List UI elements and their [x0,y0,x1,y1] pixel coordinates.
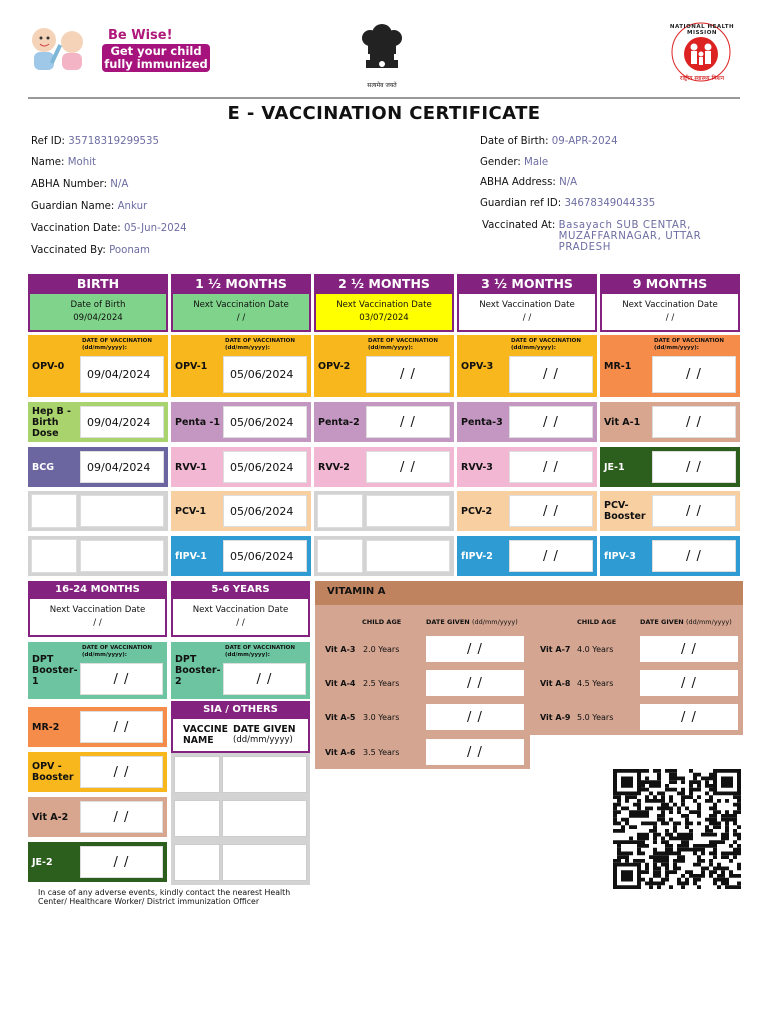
sia-date-format: (dd/mm/yyyy) [233,735,293,745]
next-vaccination-box [314,294,454,332]
vaccinated-by-row [31,245,150,256]
sia-date-field-2[interactable] [222,800,307,837]
vaccine-row-hep-b-birth-dose [28,402,168,442]
nhm-tagline: राष्ट्रीय स्वास्थ्य मिशन [679,75,725,82]
vaccine-name: Penta-3 [461,416,503,428]
vaccine-name: fIPV-2 [461,550,493,562]
guardian-label: Guardian Name: [31,201,115,212]
column-birth [28,274,168,332]
vaccination-date-label: Vaccination Date: [31,223,121,234]
col-16-24-next [28,599,167,637]
vaccine-row-opv-0 [28,335,168,397]
vaccine-row-empty [314,491,454,531]
vaccine-row-opv-1 [171,335,311,397]
date-of-vaccination-label: DATE OF VACCINATION (dd/mm/yyyy): [368,338,438,351]
guardian-value: Ankur [117,201,148,212]
vaccine-name: Vit A-1 [604,416,641,428]
vaccine-name: PCV-2 [461,505,493,517]
next-vaccination-box [28,294,168,332]
next-vaccination-label: Next Vaccination Date [336,300,432,310]
next-vaccination-box [171,294,311,332]
ref-id-label: Ref ID: [31,136,65,147]
vaccination-date-field[interactable]: / / [509,495,593,527]
vaccination-date-field[interactable]: / / [509,451,593,483]
immunization-banner [28,22,212,74]
col-5-6-head: 5-6 YEARS [171,581,310,599]
vit-a-name: Vit A-7 [540,645,571,654]
vaccination-date-field[interactable]: / / [652,356,736,393]
vit-a-name: Vit A-6 [325,748,356,757]
vita-date-given-left-label: DATE GIVEN [426,618,470,626]
date-of-vaccination-label: DATE OF VACCINATION (dd/mm/yyyy): [82,338,152,351]
sia-date-field-3[interactable] [222,844,307,881]
name-label: Name: [31,157,65,168]
col-16-24-next-value: / / [93,618,102,628]
next-vaccination-value: 09/04/2024 [73,313,123,323]
blank-name-field [317,539,363,573]
vaccine-row-opv-3 [457,335,597,397]
vaccine-row-empty [314,536,454,576]
dob-label: Date of Birth: [480,136,549,147]
vit-a-date-field[interactable]: / / [426,670,524,696]
sia-date-given-label: DATE GIVEN [233,724,296,735]
banner-message [102,44,210,72]
vaccination-date-field[interactable]: / / [80,711,163,743]
next-vaccination-label: Next Vaccination Date [622,300,718,310]
guardian-ref-label: Guardian ref ID: [480,198,562,209]
vaccine-name: Vit A-2 [32,811,69,823]
vaccine-row-pcv-2 [457,491,597,531]
vaccine-name: OPV-2 [318,360,351,372]
vaccine-name: MR-2 [32,721,60,733]
vaccine-name: PCV-1 [175,505,207,517]
vaccine-name: OPV-0 [32,360,65,372]
vita-date-fmt-right: (dd/mm/yyyy) [686,618,732,626]
abha-address-label: ABHA Address: [480,177,556,188]
vaccination-date-field[interactable]: 05/06/2024 [223,356,307,393]
vit-a-age: 3.0 Years [363,713,400,722]
vaccine-name: RVV-2 [318,461,350,473]
column-head: 3 ½ MONTHS [457,274,597,294]
col-5-6-next-value: / / [236,618,245,628]
date-of-vaccination-label: DATE OF VACCINATION (dd/mm/yyyy): [82,645,152,658]
abha-number-row [31,179,128,190]
vaccine-row-penta-2 [314,402,454,442]
vaccination-date-field[interactable] [80,495,164,527]
vaccination-date-field[interactable]: / / [366,406,450,438]
column-head: BIRTH [28,274,168,294]
adverse-events-note: In case of any adverse events, kindly contact the nearest Health Center/ Healthcare Worker/ District immunization Officer [38,888,291,906]
vit-a-name: Vit A-8 [540,679,571,688]
vaccine-name: Hep B - Birth Dose [32,405,71,439]
vaccination-date-field[interactable]: 09/04/2024 [80,451,164,483]
vaccination-date-field[interactable]: / / [80,846,163,878]
vaccination-date-field[interactable]: / / [509,540,593,572]
vaccine-row-vit-a-2 [28,797,167,837]
column-head: 9 MONTHS [600,274,740,294]
gender-row [480,157,548,168]
sia-name-field-2[interactable] [174,800,220,837]
banner-line2: Get your child [110,44,202,58]
vit-a-date-field[interactable]: / / [426,704,524,730]
col-5-6-next [171,599,310,637]
vaccine-row-empty [28,536,168,576]
vaccine-row-vit-a-1 [600,402,740,442]
column-1-months [171,274,311,332]
next-vaccination-value: / / [236,313,246,323]
vit-a-age: 3.5 Years [363,748,400,757]
vaccine-row-dpt-booster-2 [171,642,310,699]
next-vaccination-box [457,294,597,332]
vit-a-name: Vit A-4 [325,679,356,688]
sia-name-field-1[interactable] [174,756,220,793]
vaccination-date-field[interactable] [80,540,164,572]
vita-child-age-left: CHILD AGE [362,618,402,626]
vaccination-date-field[interactable]: 05/06/2024 [223,406,307,438]
sia-date-field-1[interactable] [222,756,307,793]
vaccination-date-field[interactable]: / / [652,451,736,483]
sia-section [171,701,310,753]
vaccination-date-field[interactable]: 09/04/2024 [80,406,164,438]
blank-name-field [317,494,363,528]
vita-child-age-right: CHILD AGE [577,618,617,626]
sia-name-field-3[interactable] [174,844,220,881]
vaccine-row-mr-1 [600,335,740,397]
vaccine-row-fipv-2 [457,536,597,576]
vit-a-date-field[interactable]: / / [426,739,524,765]
vaccine-row-je-2 [28,842,167,882]
emblem-motto: सत्यमेव जयते [367,82,397,89]
vaccination-date-field[interactable]: 05/06/2024 [223,451,307,483]
vita-date-fmt-left: (dd/mm/yyyy) [472,618,518,626]
qr-code [613,769,741,889]
vaccinated-by-label: Vaccinated By: [31,245,106,256]
guardian-ref-row [480,198,655,209]
vaccine-row-penta-1 [171,402,311,442]
gender-value: Male [524,157,549,168]
vit-a-date-field[interactable]: / / [426,636,524,662]
vaccine-row-rvv-1 [171,447,311,487]
vaccinated-at-value: Basayach SUB CENTAR, MUZAFFARNAGAR, UTTAR PRADESH [558,220,702,253]
dob-value: 09-APR-2024 [551,136,618,147]
column-head: 1 ½ MONTHS [171,274,311,294]
banner-line3: fully immunized [104,57,208,71]
vaccine-row-bcg [28,447,168,487]
vitamin-a-head: VITAMIN A [315,581,743,605]
vaccine-row-penta-3 [457,402,597,442]
col-16-24-months [28,581,167,637]
banner-line1: Be Wise! [108,28,173,43]
next-vaccination-value: 03/07/2024 [359,313,409,323]
vaccine-name: fIPV-1 [175,550,207,562]
vit-a-date-field[interactable]: / / [640,636,738,662]
ref-id-row [31,136,159,147]
vaccination-date-field[interactable]: / / [80,756,163,788]
guardian-ref-value: 34678349044335 [564,198,656,209]
guardian-row [31,201,147,212]
national-emblem [356,14,408,90]
vaccine-name: Penta-2 [318,416,360,428]
nhm-text: NATIONAL HEALTH MISSION [669,24,735,36]
vaccination-date-field[interactable]: / / [509,406,593,438]
column-9-months [600,274,740,332]
column-head: 2 ½ MONTHS [314,274,454,294]
page-title: E - VACCINATION CERTIFICATE [227,103,541,124]
vaccination-date-field[interactable]: / / [652,406,736,438]
col-16-24-head: 16-24 MONTHS [28,581,167,599]
name-row [31,157,96,168]
abha-address-row [480,177,577,188]
vaccinated-at-row [482,220,729,253]
dob-row [480,136,618,147]
sia-entries [171,753,310,885]
vit-a-age: 5.0 Years [577,713,614,722]
vaccine-row-fipv-3 [600,536,740,576]
vaccine-name: JE-1 [604,461,625,473]
vaccine-row-dpt-booster-1 [28,642,167,699]
abha-number-label: ABHA Number: [31,179,108,190]
vit-a-name: Vit A-5 [325,713,356,722]
blank-name-field [31,539,77,573]
vaccine-name: MR-1 [604,360,632,372]
vaccine-name: BCG [32,461,55,473]
vaccine-row-mr-2 [28,707,167,747]
vaccine-row-pcv-booster [600,491,740,531]
vaccination-date-field[interactable]: / / [509,356,593,393]
sia-subhead [171,719,310,753]
vaccine-row-fipv-1 [171,536,311,576]
vita-date-given-left [426,618,518,626]
vit-a-name: Vit A-9 [540,713,571,722]
vit-a-age: 2.0 Years [363,645,400,654]
header-divider [28,97,740,99]
vaccine-row-pcv-1 [171,491,311,531]
vit-a-date-field[interactable]: / / [640,704,738,730]
date-of-vaccination-label: DATE OF VACCINATION (dd/mm/yyyy): [225,338,295,351]
next-vaccination-value: / / [665,313,675,323]
vaccination-date-field[interactable] [366,540,450,572]
vaccine-row-rvv-3 [457,447,597,487]
vaccine-name: DPT Booster-1 [32,654,78,687]
next-vaccination-label: Date of Birth [70,300,126,310]
abha-address-value: N/A [559,177,578,188]
vaccine-row-opv-2 [314,335,454,397]
vaccination-date-field[interactable]: 09/04/2024 [80,356,164,393]
vita-date-given-right-label: DATE GIVEN [640,618,684,626]
vaccine-row-opv-booster [28,752,167,792]
date-of-vaccination-label: DATE OF VACCINATION (dd/mm/yyyy): [225,645,295,658]
vit-a-date-field[interactable]: / / [640,670,738,696]
name-value: Mohit [67,157,97,168]
nhm-logo [656,20,746,86]
column-2-months [314,274,454,332]
vaccination-date-field[interactable]: / / [366,451,450,483]
vaccine-name: PCV-Booster [604,500,646,522]
ref-id-value: 35718319299535 [68,136,159,147]
sia-head: SIA / OTHERS [171,701,310,719]
col-5-6-next-label: Next Vaccination Date [192,605,289,615]
vit-a-age: 4.5 Years [577,679,614,688]
vaccine-name: DPT Booster-2 [175,654,221,687]
vaccination-date-field[interactable]: / / [80,663,163,695]
vaccine-name: RVV-3 [461,461,493,473]
vaccinated-at-label: Vaccinated At: [482,220,556,231]
vaccine-name: fIPV-3 [604,550,636,562]
vaccine-name: OPV - Booster [32,761,74,783]
vaccinated-by-value: Poonam [109,245,150,256]
vaccine-name: OPV-3 [461,360,494,372]
vaccination-date-field[interactable]: 05/06/2024 [223,540,307,572]
blank-name-field [31,494,77,528]
col-16-24-next-label: Next Vaccination Date [49,605,146,615]
vaccination-date-field[interactable] [366,495,450,527]
vaccination-date-field[interactable]: 05/06/2024 [223,495,307,527]
vaccination-date-row [31,223,187,234]
vaccination-date-field[interactable]: / / [652,540,736,572]
next-vaccination-label: Next Vaccination Date [193,300,289,310]
next-vaccination-box [600,294,740,332]
vit-a-age: 2.5 Years [363,679,400,688]
next-vaccination-value: / / [522,313,532,323]
column-3-months [457,274,597,332]
vit-a-age: 4.0 Years [577,645,614,654]
vaccine-name: OPV-1 [175,360,208,372]
date-of-vaccination-label: DATE OF VACCINATION (dd/mm/yyyy): [511,338,581,351]
vaccine-name: RVV-1 [175,461,207,473]
vaccination-date-field[interactable]: / / [366,356,450,393]
vita-date-given-right [640,618,732,626]
vaccine-row-rvv-2 [314,447,454,487]
vaccination-date-field[interactable]: / / [652,495,736,527]
vaccine-row-je-1 [600,447,740,487]
date-of-vaccination-label: DATE OF VACCINATION (dd/mm/yyyy): [654,338,724,351]
gender-label: Gender: [480,157,521,168]
sia-vaccine-name-label: VACCINE NAME [183,724,228,746]
vit-a-name: Vit A-3 [325,645,356,654]
vaccination-date-field[interactable]: / / [223,663,306,695]
vaccination-date-field[interactable]: / / [80,801,163,833]
vaccine-row-empty [28,491,168,531]
vaccination-date-value: 05-Jun-2024 [123,223,187,234]
col-5-6-years [171,581,310,637]
vaccine-name: JE-2 [32,856,53,868]
abha-number-value: N/A [110,179,129,190]
next-vaccination-label: Next Vaccination Date [479,300,575,310]
vaccine-name: Penta -1 [175,416,220,428]
